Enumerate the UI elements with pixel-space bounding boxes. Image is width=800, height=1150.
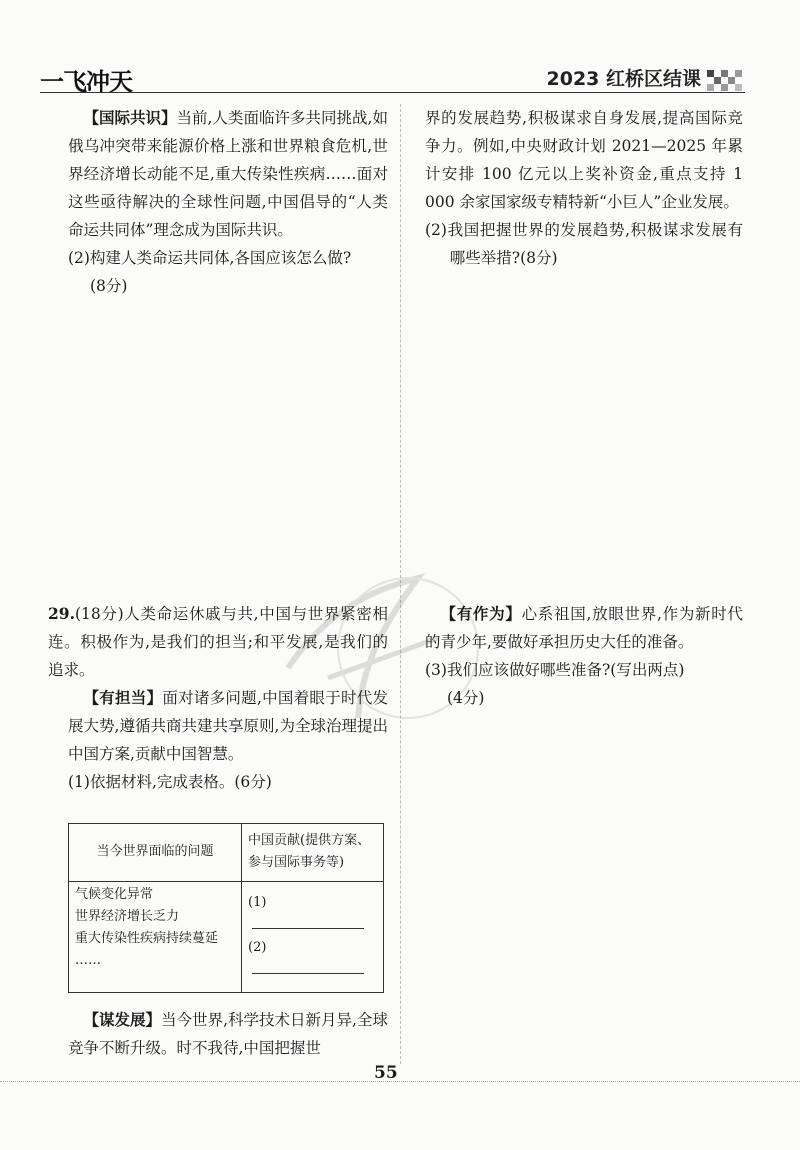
development-paragraph xyxy=(68,1006,388,1062)
checker-decoration-icon xyxy=(707,70,745,92)
header-rule xyxy=(40,92,745,93)
right-bottom-section xyxy=(425,600,743,712)
q29-intro xyxy=(48,600,388,684)
page-number: 55 xyxy=(374,1063,398,1083)
table-header-contribution: 中国贡献(提供方案、参与国际事务等) xyxy=(242,824,384,882)
development-text: 当今世界,科学技术日新月异,全球竞争不断升级。时不我待,中国把握世 xyxy=(68,1011,388,1057)
responsibility-text: 面对诸多问题,中国着眼于时代发展大势,遵循共商共建共享原则,为全球治理提出中国方案,贡献中国智慧。 xyxy=(68,689,388,763)
q29-number: 29. xyxy=(48,604,75,623)
development-section xyxy=(68,1006,388,1062)
tag-development: 【谋发展】 xyxy=(83,1010,162,1029)
question-3-points: (4分) xyxy=(447,689,485,707)
responsibility-paragraph xyxy=(48,684,388,768)
response-table xyxy=(68,823,384,993)
problem-item: 世界经济增长乏力 xyxy=(75,908,180,924)
series-title: 2023 红桥区结课 xyxy=(546,68,701,90)
answer-blank-2[interactable] xyxy=(248,937,377,982)
answer-blank-1[interactable] xyxy=(248,892,377,937)
blank-line-2[interactable] xyxy=(252,959,364,974)
footer-rule xyxy=(0,1081,800,1082)
left-top-section xyxy=(68,104,388,300)
table-header-row xyxy=(69,824,384,882)
contribution-cell xyxy=(242,881,384,993)
right-top-section xyxy=(425,104,743,272)
brand-logo: 一飞冲天 xyxy=(40,68,132,96)
development-continued-text: 界的发展趋势,积极谋求自身发展,提高国际竞争力。例如,中央财政计划 2021—2025 年累计安排 100 亿元以上奖补资金,重点支持 1 000 余家国家级专精特新“小巨人”企业发展。 xyxy=(425,109,743,211)
intl-consensus-paragraph xyxy=(68,104,388,244)
tag-responsibility: 【有担当】 xyxy=(83,688,163,707)
question-29-section xyxy=(48,600,388,796)
action-paragraph xyxy=(425,600,743,656)
question-2-right: (2)我国把握世界的发展趋势,积极谋求发展有哪些举措?(8分) xyxy=(425,221,743,267)
problem-item: 重大传染性疾病持续蔓延 xyxy=(75,930,219,946)
page-header xyxy=(40,58,745,98)
problem-item: …… xyxy=(75,952,101,968)
q29-intro-text: (18分)人类命运休戚与共,中国与世界紧密相连。积极作为,是我们的担当;和平发展,是我们的追求。 xyxy=(48,605,388,679)
table-row xyxy=(69,881,384,993)
blank-label-2: (2) xyxy=(248,939,267,955)
table-header-problems: 当今世界面临的问题 xyxy=(69,824,242,882)
question-2-left-points: (8分) xyxy=(90,277,128,295)
question-1: (1)依据材料,完成表格。(6分) xyxy=(68,773,272,791)
action-text: 心系祖国,放眼世界,作为新时代的青少年,要做好承担历史大任的准备。 xyxy=(425,605,743,651)
problems-cell xyxy=(69,881,242,993)
tag-action: 【有作为】 xyxy=(440,604,522,623)
blank-label-1: (1) xyxy=(248,894,267,910)
question-3: (3)我们应该做好哪些准备?(写出两点) xyxy=(425,661,685,679)
intl-consensus-text: 当前,人类面临许多共同挑战,如俄乌冲突带来能源价格上涨和世界粮食危机,世界经济增长动能不足,重大传染性疾病……面对这些亟待解决的全球性问题,中国倡导的“人类命运共同体”理念成为国际共识。 xyxy=(68,109,388,239)
problem-item: 气候变化异常 xyxy=(75,886,154,902)
blank-line-1[interactable] xyxy=(252,914,364,929)
tag-intl-consensus: 【国际共识】 xyxy=(83,108,177,127)
question-2-left: (2)构建人类命运共同体,各国应该怎么做? xyxy=(68,249,352,267)
